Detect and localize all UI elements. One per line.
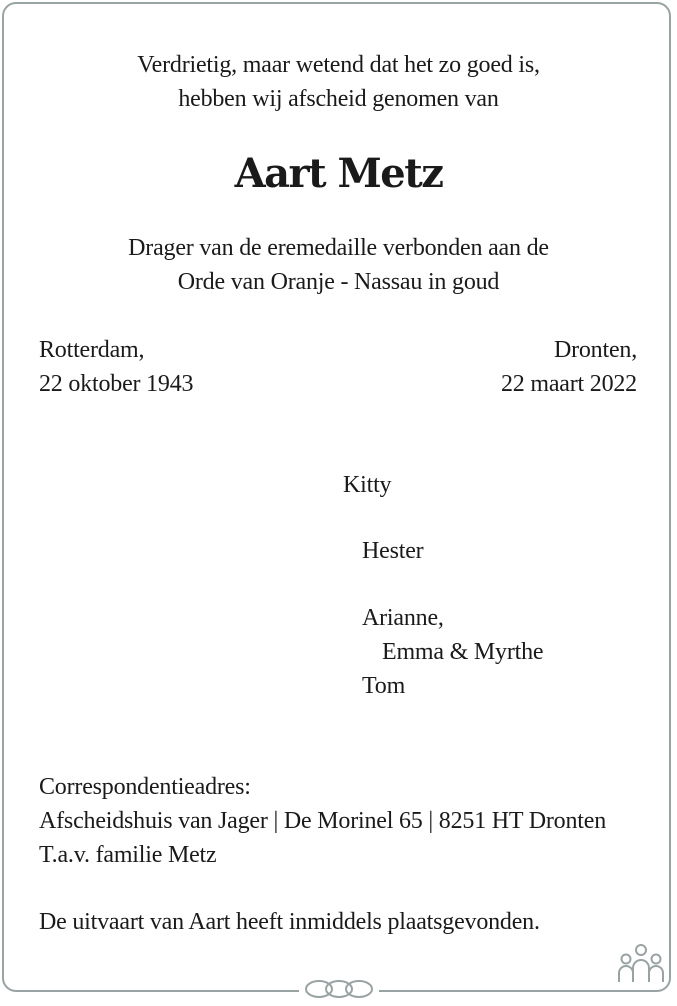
intro-line-1: Verdrietig, maar wetend dat het zo goed is, xyxy=(137,52,540,78)
family-spouse: Kitty xyxy=(343,472,392,498)
intro-line-2: hebben wij afscheid genomen van xyxy=(178,86,499,112)
death-place: Dronten, xyxy=(553,337,637,363)
family-child-2: Arianne, xyxy=(362,605,444,631)
correspondence-label: Correspondentieadres: xyxy=(39,774,251,800)
birth-place: Rotterdam, xyxy=(39,337,145,363)
family-child-3: Tom xyxy=(362,673,406,699)
family-people-icon xyxy=(616,942,666,986)
correspondence-address: Afscheidshuis van Jager | De Morinel 65 | 8251 HT Dronten xyxy=(39,808,606,834)
family-child-1: Hester xyxy=(362,538,424,564)
birth-date: 22 oktober 1943 xyxy=(39,371,194,397)
honor-line-1: Drager van de eremedaille verbonden aan de xyxy=(128,235,549,261)
correspondence-attention: T.a.v. familie Metz xyxy=(39,842,217,868)
family-grandchildren: Emma & Myrthe xyxy=(382,639,544,665)
deceased-name: Aart Metz xyxy=(234,150,443,197)
infinity-knot-icon xyxy=(299,976,379,1002)
death-date: 22 maart 2022 xyxy=(500,371,637,397)
honor-line-2: Orde van Oranje - Nassau in goud xyxy=(177,269,500,295)
closing-note: De uitvaart van Aart heeft inmiddels plaatsgevonden. xyxy=(39,909,540,935)
